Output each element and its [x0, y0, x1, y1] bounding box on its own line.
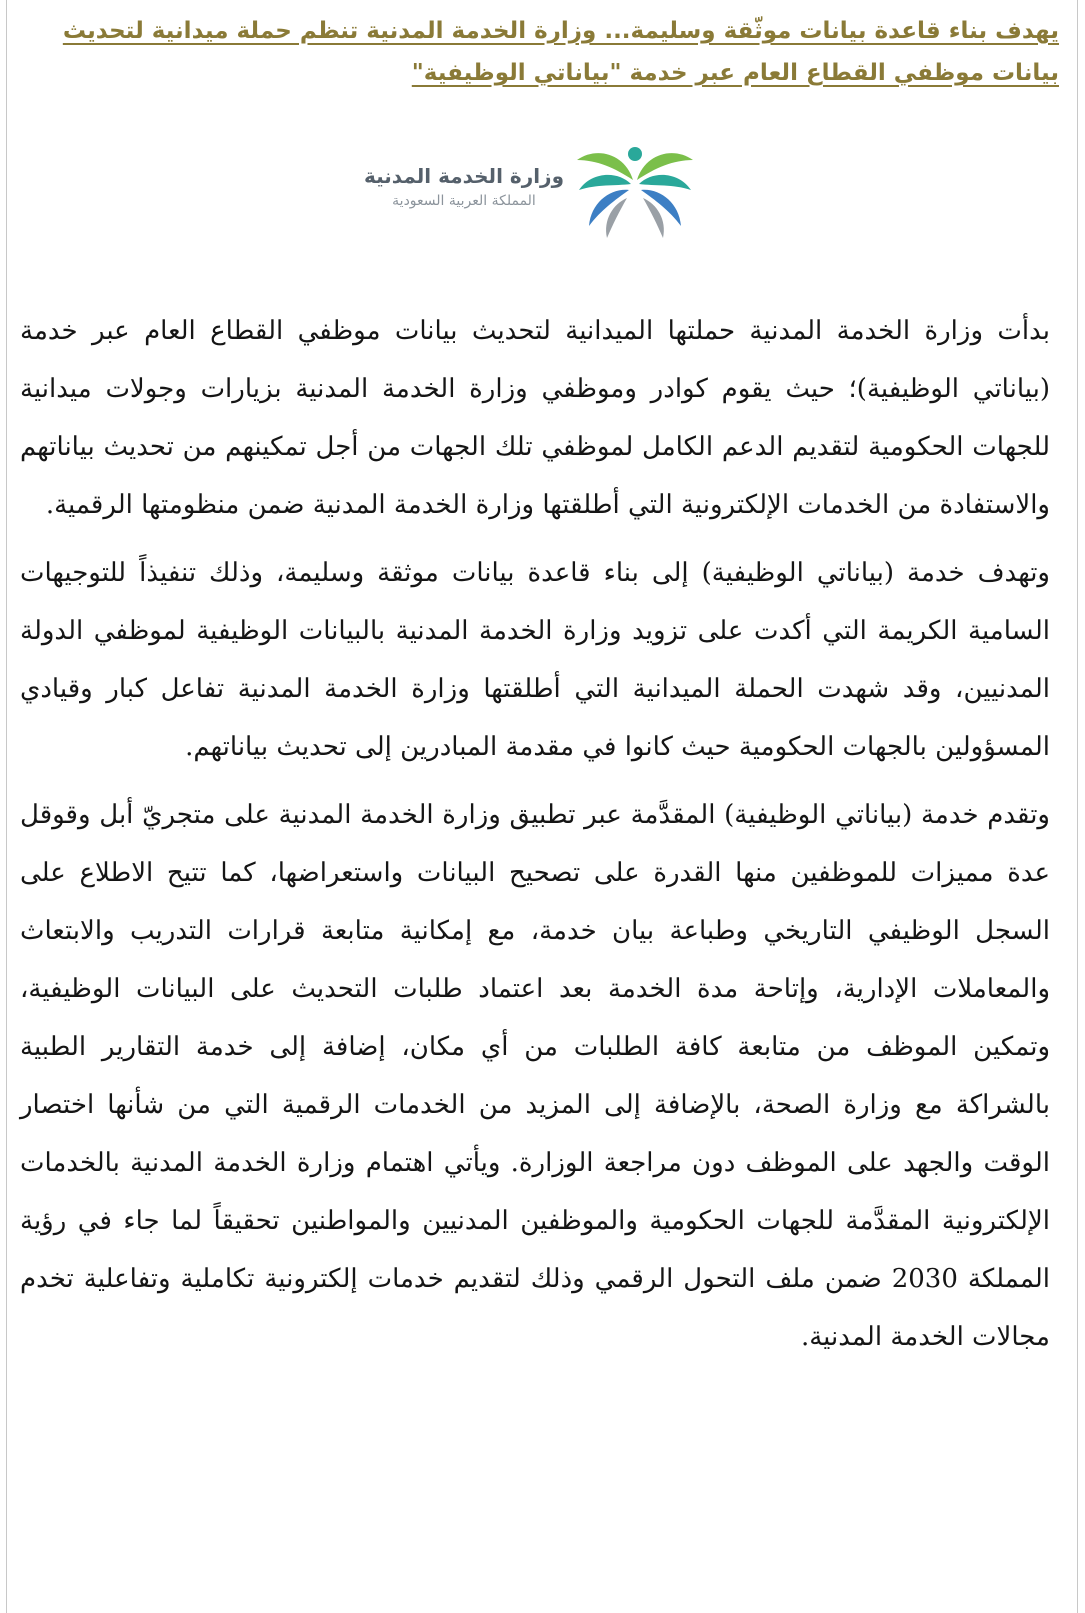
ministry-emblem-icon — [575, 140, 695, 240]
article-headline-link[interactable]: يهدف بناء قاعدة بيانات موثّقة وسليمة... وزارة الخدمة المدنية تنظم حملة ميدانية لتحديث بيانات موظفي القطاع العام عبر خدمة "بياناتي الوظيفية" — [62, 18, 1059, 86]
article-paragraph: بدأت وزارة الخدمة المدنية حملتها الميدانية لتحديث بيانات موظفي القطاع العام عبر خدمة (بياناتي الوظيفية)؛ حيث يقوم كوادر وموظفي وزارة الخدمة المدنية بزيارات وجولات ميدانية للجهات الحكومية لتقديم الدعم الكامل لموظفي تلك الجهات من أجل تمكينهم من تحديث بياناتهم والاستفادة من الخدمات الإلكترونية التي أطلقتها وزارة الخدمة المدنية ضمن منظومتها الرقمية. — [20, 316, 1050, 520]
article-paragraph: وتهدف خدمة (بياناتي الوظيفية) إلى بناء قاعدة بيانات موثقة وسليمة، وذلك تنفيذاً للتوجيهات السامية الكريمة التي أكدت على تزويد وزارة الخدمة المدنية بالبيانات الوظيفية لموظفي الدولة المدنيين، وقد شهدت الحملة الميدانية التي أطلقتها وزارة الخدمة المدنية تفاعل كبار وقيادي المسؤولين بالجهات الحكومية حيث كانوا في مقدمة المبادرين إلى تحديث بياناتهم. — [20, 558, 1050, 762]
logo-title: وزارة الخدمة المدنية — [363, 164, 565, 188]
article-body — [20, 302, 1050, 1376]
ministry-logo — [360, 140, 700, 250]
article-paragraph: وتقدم خدمة (بياناتي الوظيفية) المقدَّمة عبر تطبيق وزارة الخدمة المدنية على متجريّ أبل وقوقل عدة مميزات للموظفين منها القدرة على تصحيح البيانات واستعراضها، كما تتيح الاطلاع على السجل الوظيفي التاريخي وطباعة بيان خدمة، مع إمكانية متابعة قرارات التدريب والابتعاث والمعاملات الإدارية، وإتاحة مدة الخدمة بعد اعتماد طلبات التحديث على البيانات الوظيفية، وتمكين الموظف من متابعة كافة الطلبات من أي مكان، إضافة إلى خدمة التقارير الطبية بالشراكة مع وزارة الصحة، بالإضافة إلى المزيد من الخدمات الرقمية التي من شأنها اختصار الوقت والجهد على الموظف دون مراجعة الوزارة. ويأتي اهتمام وزارة الخدمة المدنية بالخدمات الإلكترونية المقدَّمة للجهات الحكومية والموظفين المدنيين والمواطنين تحقيقاً لما جاء في رؤية المملكة 2030 ضمن ملف التحول الرقمي وذلك لتقديم خدمات إلكترونية تكاملية وتفاعلية تخدم مجالات الخدمة المدنية. — [20, 800, 1050, 1352]
logo-text — [360, 162, 568, 212]
logo-subtitle: المملكة العربية السعودية — [392, 193, 536, 209]
